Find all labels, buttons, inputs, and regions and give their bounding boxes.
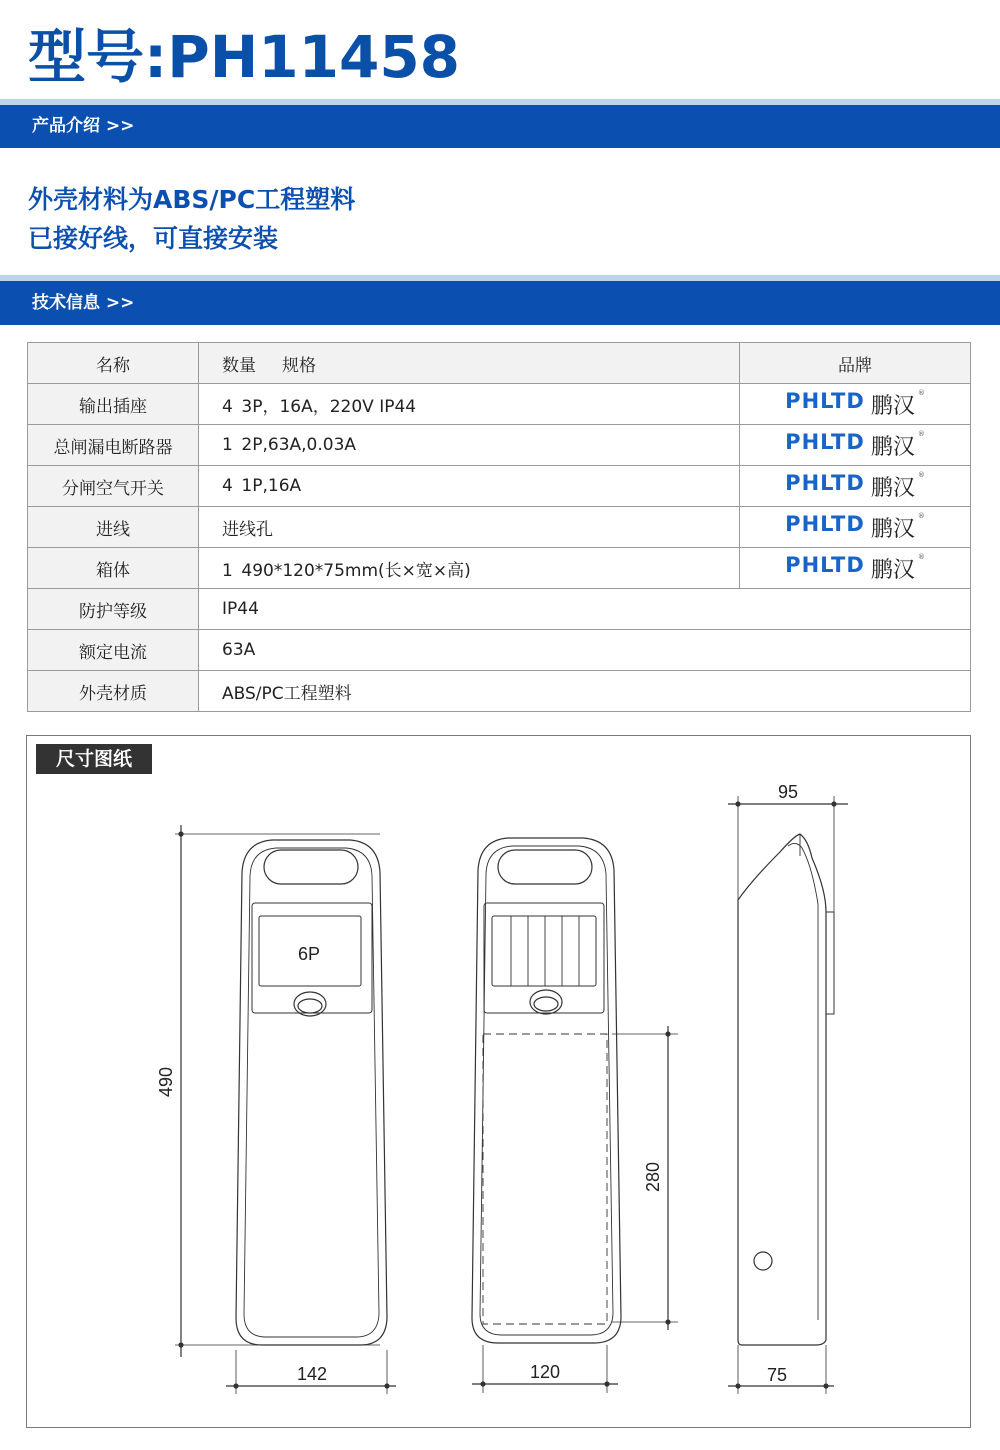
side-view xyxy=(728,782,848,1394)
brand-cn: 鹏汉 xyxy=(870,557,915,583)
header-qty: 数量 xyxy=(222,355,256,376)
row-name: 总闸漏电断路器 xyxy=(28,425,199,466)
brand-en: PHLTD xyxy=(785,470,865,495)
row-spec-text: 3P，16A，220V IP44 xyxy=(241,396,417,417)
dim-side-depth-top: 95 xyxy=(777,782,799,802)
row-value: IP44 xyxy=(199,589,971,630)
section-title-intro: 产品介绍 >> xyxy=(32,116,135,136)
dim-front-height: 490 xyxy=(156,1066,176,1098)
row-name: 防护等级 xyxy=(28,589,199,630)
front-view xyxy=(156,825,396,1394)
row-name: 分闸空气开关 xyxy=(28,466,199,507)
model-title: 型号:PH11458 xyxy=(28,23,461,91)
brand-reg: ® xyxy=(917,552,925,561)
brand-reg: ® xyxy=(917,429,925,438)
brand-cn: 鹏汉 xyxy=(870,434,915,460)
brand-reg: ® xyxy=(917,388,925,397)
intro-line-1: 外壳材料为ABS/PC工程塑料 xyxy=(28,185,356,214)
row-qty: 1 xyxy=(222,435,233,455)
section-title-tech: 技术信息 >> xyxy=(32,293,135,313)
brand-reg: ® xyxy=(917,511,925,520)
row-name: 输出插座 xyxy=(28,384,199,425)
row-spec-text: 490*120*75mm(长×宽×高) xyxy=(241,560,471,581)
brand-cn: 鹏汉 xyxy=(870,475,915,501)
row-value: 63A xyxy=(199,630,971,671)
dim-inner-width: 120 xyxy=(529,1362,561,1382)
row-name: 额定电流 xyxy=(28,630,199,671)
brand-cn: 鹏汉 xyxy=(870,393,915,419)
brand-reg: ® xyxy=(917,470,925,479)
intro-line-2: 已接好线，可直接安装 xyxy=(28,224,279,253)
row-name: 进线 xyxy=(28,507,199,548)
row-spec-text: 进线孔 xyxy=(222,519,273,540)
front-panel-label: 6P xyxy=(297,944,321,964)
row-name: 箱体 xyxy=(28,548,199,589)
row-name: 外壳材质 xyxy=(28,671,199,712)
row-spec-text: 1P,16A xyxy=(241,476,302,496)
brand-en: PHLTD xyxy=(785,388,865,413)
interior-view xyxy=(472,838,678,1393)
drawing-title: 尺寸图纸 xyxy=(36,744,152,774)
row-spec-text: 2P,63A,0.03A xyxy=(241,435,357,455)
dim-inner-height: 280 xyxy=(643,1161,663,1193)
brand-cn: 鹏汉 xyxy=(870,516,915,542)
brand-en: PHLTD xyxy=(785,511,865,536)
header-spec: 规格 xyxy=(282,355,316,376)
row-qty: 1 xyxy=(222,560,233,581)
row-qty: 4 xyxy=(222,396,233,417)
row-value: ABS/PC工程塑料 xyxy=(199,671,971,712)
brand-en: PHLTD xyxy=(785,552,865,577)
dim-side-depth-bottom: 75 xyxy=(766,1365,788,1385)
brand-en: PHLTD xyxy=(785,429,865,454)
header-brand: 品牌 xyxy=(740,343,971,384)
row-qty: 4 xyxy=(222,476,233,496)
dim-front-width: 142 xyxy=(296,1364,328,1384)
header-name: 名称 xyxy=(28,343,199,384)
